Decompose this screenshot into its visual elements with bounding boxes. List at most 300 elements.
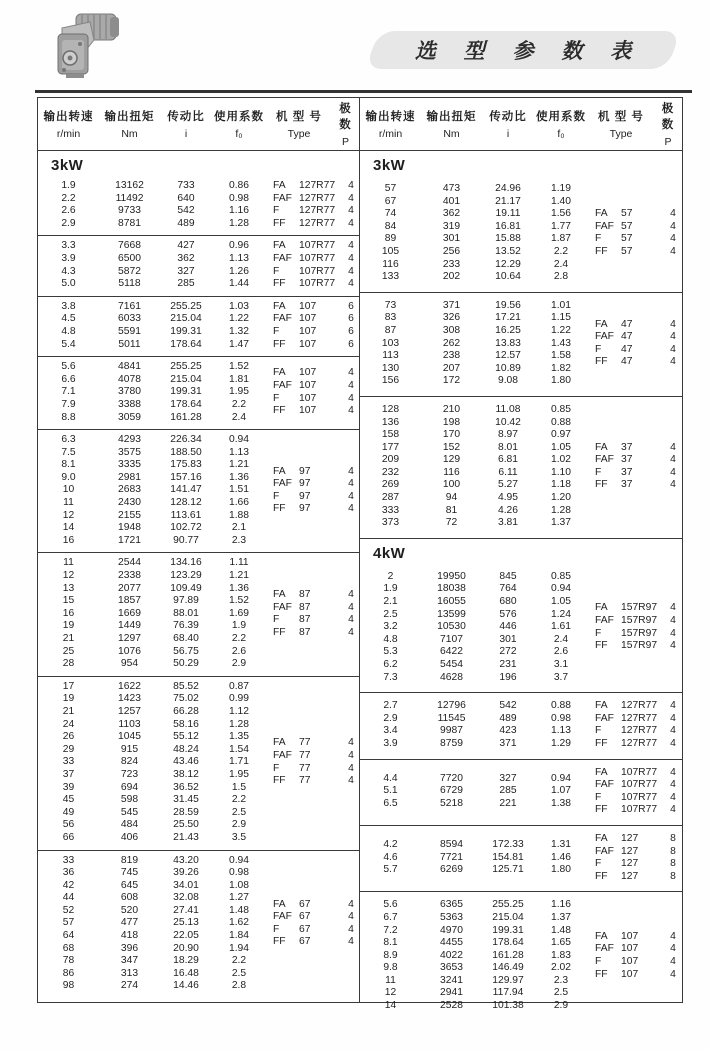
speed-header-unit: r/min xyxy=(378,128,403,140)
torque-value: 5363 xyxy=(440,911,463,923)
poles-value: 4 xyxy=(348,240,354,252)
factor-value: 1.58 xyxy=(550,350,572,362)
torque-value: 418 xyxy=(120,930,139,942)
speed-value: 10 xyxy=(62,484,75,496)
ratio-value: 113.61 xyxy=(170,509,202,521)
poles-value: 4 xyxy=(670,737,676,749)
ratio-value: 12.57 xyxy=(495,350,521,362)
ratio-value: 15.88 xyxy=(495,233,521,245)
ratio-value: 178.64 xyxy=(492,937,524,949)
torque-value: 1622 xyxy=(118,680,141,692)
table-row xyxy=(38,497,266,510)
parameter-block xyxy=(360,396,682,538)
table-left-half xyxy=(38,98,360,1002)
type-prefix: F xyxy=(595,343,602,355)
table-row xyxy=(360,609,588,622)
torque-value: 3241 xyxy=(440,974,463,986)
speed-header-label: 输出转速 xyxy=(365,111,416,123)
type-row xyxy=(273,614,363,627)
factor-value: 1.65 xyxy=(550,937,572,949)
ratio-value: 117.94 xyxy=(492,987,524,999)
factor-value: 0.85 xyxy=(550,570,572,582)
ratio-value: 34.01 xyxy=(173,879,199,891)
speed-value: 3.8 xyxy=(61,300,76,312)
factor-value: 1.03 xyxy=(228,300,250,312)
poles-value: 6 xyxy=(348,313,354,325)
table-row xyxy=(360,798,588,811)
speed-value: 5.6 xyxy=(383,899,398,911)
poles-value: 4 xyxy=(670,479,676,491)
table-row xyxy=(38,930,266,943)
table-row xyxy=(360,429,588,442)
torque-value: 1297 xyxy=(118,633,141,644)
factor-header-label: 使用系数 xyxy=(536,111,586,123)
torque-value: 72 xyxy=(445,517,458,529)
speed-value: 4.2 xyxy=(383,839,398,851)
type-row xyxy=(273,253,363,266)
poles-value: 4 xyxy=(670,614,676,626)
table-row xyxy=(360,621,588,634)
speed-value: 28 xyxy=(62,658,75,670)
table-row xyxy=(38,472,266,485)
factor-value: 1.69 xyxy=(228,607,250,619)
factor-value: 1.54 xyxy=(228,743,250,755)
ratio-value: 327 xyxy=(177,265,195,277)
torque-value: 1721 xyxy=(118,534,141,546)
ratio-value: 10.42 xyxy=(495,416,521,428)
type-model: 127R77 xyxy=(621,700,658,712)
header-factor xyxy=(212,108,266,140)
torque-value: 4078 xyxy=(118,373,141,385)
table-row xyxy=(38,484,266,497)
type-model: 107 xyxy=(299,405,317,417)
type-model: 127R77 xyxy=(621,737,658,749)
type-model: 107 xyxy=(621,955,639,967)
table-row xyxy=(38,434,266,447)
type-prefix: F xyxy=(595,627,602,639)
ratio-value: 32.08 xyxy=(173,892,199,904)
table-row xyxy=(38,557,266,570)
speed-value: 2.2 xyxy=(61,192,76,204)
type-model: 107 xyxy=(621,930,639,942)
torque-value: 1076 xyxy=(118,645,141,657)
speed-value: 12 xyxy=(62,509,75,521)
type-row xyxy=(595,640,685,653)
torque-value: 371 xyxy=(442,299,461,311)
speed-value: 5.1 xyxy=(383,785,398,797)
ratio-value: 129.97 xyxy=(492,974,524,986)
type-model: 127 xyxy=(621,870,639,882)
table-row xyxy=(38,193,266,206)
type-list xyxy=(588,767,685,817)
torque-value: 1449 xyxy=(118,620,141,632)
poles-value: 4 xyxy=(670,930,676,942)
factor-value: 1.81 xyxy=(228,373,250,385)
ratio-value: 255.25 xyxy=(492,899,524,911)
table-row xyxy=(360,350,588,363)
ratio-header-label: 传动比 xyxy=(167,111,205,123)
speed-value: 73 xyxy=(384,299,397,311)
column-headers xyxy=(38,98,359,151)
type-list xyxy=(266,180,363,230)
factor-value: 1.28 xyxy=(550,504,572,516)
ratio-value: 764 xyxy=(499,583,517,595)
torque-value: 1423 xyxy=(118,693,141,705)
type-prefix: F xyxy=(273,265,280,277)
power-section-label: 3kW xyxy=(373,157,406,174)
poles-value: 4 xyxy=(670,779,676,791)
poles-value: 4 xyxy=(670,208,676,220)
type-row xyxy=(595,792,685,805)
speed-value: 4.8 xyxy=(61,325,76,337)
parameter-block xyxy=(38,235,359,295)
speed-value: 17 xyxy=(62,680,75,692)
type-model: 107 xyxy=(299,380,317,392)
ratio-value: 31.45 xyxy=(173,794,199,806)
speed-value: 4.8 xyxy=(383,633,398,645)
poles-value: 4 xyxy=(670,220,676,232)
type-prefix: FAF xyxy=(595,845,614,857)
ratio-value: 576 xyxy=(499,608,517,620)
table-row xyxy=(360,271,588,284)
table-row xyxy=(360,646,588,659)
factor-value: 1.22 xyxy=(228,313,250,325)
factor-value: 0.85 xyxy=(550,403,572,415)
type-row xyxy=(273,589,363,602)
ratio-value: 109.49 xyxy=(170,582,202,594)
type-prefix: FA xyxy=(273,737,286,749)
header-speed xyxy=(38,108,99,140)
table-row xyxy=(360,208,588,221)
ratio-value: 3.81 xyxy=(497,517,519,529)
factor-value: 2.3 xyxy=(231,534,247,546)
type-model: 97 xyxy=(299,490,311,502)
torque-value: 100 xyxy=(442,479,461,491)
torque-value: 11545 xyxy=(437,712,466,724)
factor-value: 0.98 xyxy=(228,192,250,204)
ratio-value: 43.46 xyxy=(173,756,199,768)
type-row xyxy=(595,713,685,726)
factor-value: 1.21 xyxy=(228,570,250,582)
ratio-value: 215.04 xyxy=(492,911,524,923)
torque-value: 954 xyxy=(120,658,139,670)
type-model: 57 xyxy=(621,245,633,257)
type-prefix: FF xyxy=(273,405,286,417)
factor-value: 1.66 xyxy=(228,497,250,509)
factor-value: 1.80 xyxy=(550,375,572,387)
type-header-unit: Type xyxy=(609,128,633,140)
poles-value: 4 xyxy=(348,478,354,490)
torque-value: 723 xyxy=(120,768,139,780)
ratio-value: 88.01 xyxy=(173,607,199,619)
data-rows xyxy=(360,899,588,1012)
torque-value: 4022 xyxy=(440,949,463,961)
table-row xyxy=(38,917,266,930)
torque-value: 2544 xyxy=(118,557,141,569)
speed-value: 24 xyxy=(62,718,75,730)
speed-value: 130 xyxy=(381,362,400,374)
poles-value: 4 xyxy=(670,766,676,778)
table-row xyxy=(38,386,266,399)
speed-value: 1.9 xyxy=(61,180,76,191)
poles-value: 4 xyxy=(348,588,354,600)
speed-value: 11 xyxy=(63,497,74,509)
ratio-header-label: 传动比 xyxy=(489,111,527,123)
type-row xyxy=(273,193,363,206)
poles-value: 4 xyxy=(670,627,676,639)
table-row xyxy=(38,570,266,583)
torque-value: 6500 xyxy=(118,252,141,264)
type-prefix: FAF xyxy=(273,380,292,392)
ratio-value: 16.48 xyxy=(173,967,199,979)
ratio-value: 371 xyxy=(499,737,517,749)
ratio-value: 845 xyxy=(499,570,517,582)
speed-value: 6.2 xyxy=(383,659,398,670)
type-row xyxy=(595,479,685,492)
type-prefix: FA xyxy=(595,832,608,844)
type-row xyxy=(273,393,363,406)
poles-value: 4 xyxy=(670,955,676,967)
torque-value: 3780 xyxy=(118,386,141,398)
table-row xyxy=(360,492,588,505)
type-model: 47 xyxy=(621,356,633,368)
type-model: 87 xyxy=(299,626,311,638)
poles-value: 4 xyxy=(670,712,676,724)
speed-header-unit: r/min xyxy=(56,128,81,140)
type-model: 47 xyxy=(621,343,633,355)
torque-value: 2338 xyxy=(118,570,141,582)
ratio-value: 489 xyxy=(177,217,195,229)
data-rows xyxy=(38,180,266,230)
type-prefix: FF xyxy=(273,278,286,290)
ratio-value: 178.64 xyxy=(170,338,202,350)
type-row xyxy=(595,738,685,751)
factor-value: 1.28 xyxy=(228,217,250,229)
type-row xyxy=(595,858,685,871)
torque-value: 2981 xyxy=(118,471,141,483)
type-model: 97 xyxy=(299,465,311,477)
parameter-block xyxy=(38,850,359,999)
factor-value: 0.88 xyxy=(550,700,572,712)
table-row xyxy=(38,218,266,231)
table-row xyxy=(38,620,266,633)
poles-value: 4 xyxy=(670,725,676,737)
torque-value: 12796 xyxy=(437,700,466,712)
ratio-value: 157.16 xyxy=(170,471,202,483)
type-row xyxy=(273,405,363,418)
speed-value: 21 xyxy=(62,705,75,717)
poles-value: 8 xyxy=(670,845,676,857)
torque-value: 824 xyxy=(120,756,139,768)
factor-value: 2.4 xyxy=(553,258,569,270)
ratio-value: 14.46 xyxy=(173,980,199,992)
type-row xyxy=(273,775,363,788)
type-model: 127 xyxy=(621,845,639,857)
header-ratio xyxy=(482,108,534,140)
type-model: 107 xyxy=(299,325,317,337)
torque-value: 4293 xyxy=(118,434,141,446)
table-row xyxy=(38,266,266,279)
table-row xyxy=(38,412,266,425)
speed-value: 3.4 xyxy=(383,725,398,737)
ratio-value: 161.28 xyxy=(170,411,202,423)
poles-value: 4 xyxy=(670,700,676,712)
speed-value: 103 xyxy=(381,337,400,349)
poles-value: 4 xyxy=(348,626,354,638)
torque-value: 5454 xyxy=(440,659,463,670)
type-prefix: FF xyxy=(595,870,608,882)
torque-value: 308 xyxy=(442,324,461,336)
speed-value: 14 xyxy=(384,1000,397,1012)
speed-value: 2.9 xyxy=(61,217,76,229)
torque-header-label: 输出扭矩 xyxy=(104,111,155,123)
table-row xyxy=(38,301,266,314)
ratio-value: 43.20 xyxy=(173,854,199,866)
speed-value: 2 xyxy=(387,570,394,582)
type-list xyxy=(588,442,685,492)
poles-value: 4 xyxy=(348,217,354,229)
type-prefix: FA xyxy=(595,930,608,942)
factor-value: 1.08 xyxy=(228,879,250,891)
factor-value: 1.48 xyxy=(228,904,250,916)
table-row xyxy=(360,659,588,672)
factor-value: 0.94 xyxy=(550,583,572,595)
speed-value: 37 xyxy=(62,768,75,780)
type-list xyxy=(588,208,685,258)
torque-value: 2528 xyxy=(440,1000,463,1012)
torque-value: 207 xyxy=(442,362,461,374)
type-model: 107 xyxy=(621,968,639,980)
ratio-value: 215.04 xyxy=(170,313,202,325)
type-prefix: F xyxy=(595,858,602,870)
poles-value: 4 xyxy=(348,490,354,502)
torque-value: 6422 xyxy=(440,646,463,658)
poles-value: 4 xyxy=(670,245,676,257)
data-rows xyxy=(360,839,588,877)
ratio-value: 161.28 xyxy=(492,949,524,961)
table-row xyxy=(38,361,266,374)
table-row xyxy=(38,731,266,744)
data-rows xyxy=(38,557,266,670)
factor-value: 2.5 xyxy=(231,806,247,818)
type-row xyxy=(273,240,363,253)
torque-value: 545 xyxy=(120,806,139,818)
speed-value: 116 xyxy=(382,258,399,270)
ratio-value: 55.12 xyxy=(173,731,199,743)
factor-value: 1.40 xyxy=(550,195,572,207)
speed-value: 57 xyxy=(384,183,397,194)
torque-value: 645 xyxy=(120,879,139,891)
factor-value: 1.80 xyxy=(550,864,572,876)
torque-value: 8594 xyxy=(440,839,463,851)
table-row xyxy=(360,479,588,492)
factor-value: 1.01 xyxy=(550,299,572,311)
type-prefix: FA xyxy=(595,208,608,220)
ratio-value: 134.16 xyxy=(170,557,202,569)
type-model: 67 xyxy=(299,936,311,948)
type-prefix: F xyxy=(595,791,602,803)
ratio-value: 446 xyxy=(499,621,517,633)
type-row xyxy=(595,779,685,792)
speed-value: 128 xyxy=(381,403,400,415)
power-section xyxy=(38,151,359,998)
ratio-value: 39.26 xyxy=(173,867,199,879)
speed-value: 8.1 xyxy=(383,937,398,949)
poles-value: 4 xyxy=(348,192,354,204)
table-row xyxy=(360,634,588,647)
ratio-value: 20.90 xyxy=(173,942,199,954)
factor-value: 2.5 xyxy=(231,967,247,979)
data-rows xyxy=(360,183,588,284)
poles-value: 4 xyxy=(348,911,354,923)
torque-value: 362 xyxy=(442,208,461,220)
poles-value: 4 xyxy=(348,205,354,217)
torque-value: 1948 xyxy=(118,522,141,534)
type-list xyxy=(266,301,363,351)
speed-value: 3.3 xyxy=(61,240,76,252)
factor-header-label: 使用系数 xyxy=(214,111,264,123)
type-list xyxy=(588,833,685,883)
factor-value: 1.27 xyxy=(228,892,250,904)
ratio-value: 36.52 xyxy=(173,781,199,793)
factor-value: 3.1 xyxy=(553,659,569,670)
type-list xyxy=(266,240,363,290)
ratio-value: 4.95 xyxy=(497,492,519,504)
table-row xyxy=(360,325,588,338)
type-prefix: F xyxy=(273,490,280,502)
torque-value: 198 xyxy=(442,416,461,428)
torque-value: 598 xyxy=(120,794,139,806)
factor-value: 1.10 xyxy=(550,466,572,478)
poles-value: 4 xyxy=(348,737,354,749)
factor-value: 0.98 xyxy=(228,867,250,879)
speed-value: 2.5 xyxy=(383,608,398,620)
ratio-value: 38.12 xyxy=(173,768,199,780)
table-row xyxy=(38,744,266,757)
poles-header-unit: P xyxy=(341,136,349,148)
speed-value: 12 xyxy=(384,987,397,999)
factor-value: 1.83 xyxy=(550,949,572,961)
right-column-body xyxy=(360,151,682,1021)
factor-value: 1.61 xyxy=(550,621,572,633)
type-header-label: 机 型 号 xyxy=(598,111,644,123)
table-row xyxy=(38,447,266,460)
type-header-unit: Type xyxy=(287,128,311,140)
factor-value: 1.29 xyxy=(550,737,572,749)
table-row xyxy=(360,785,588,798)
torque-value: 915 xyxy=(120,743,139,755)
speed-value: 232 xyxy=(381,466,400,478)
table-row xyxy=(360,442,588,455)
type-prefix: FF xyxy=(273,775,286,787)
ratio-value: 25.50 xyxy=(173,819,199,831)
type-row xyxy=(595,871,685,884)
speed-value: 86 xyxy=(62,967,75,979)
table-row xyxy=(360,233,588,246)
ratio-value: 4.26 xyxy=(497,504,519,516)
parameter-block xyxy=(360,292,682,396)
type-model: 67 xyxy=(299,923,311,935)
speed-value: 333 xyxy=(381,504,400,516)
ratio-value: 102.72 xyxy=(170,522,202,534)
speed-value: 52 xyxy=(62,904,75,916)
factor-value: 1.46 xyxy=(550,851,572,863)
torque-value: 18038 xyxy=(437,583,466,595)
ratio-value: 6.81 xyxy=(497,454,519,466)
factor-value: 2.2 xyxy=(553,245,569,257)
header-torque xyxy=(421,108,482,140)
ratio-value: 21.17 xyxy=(495,195,521,207)
